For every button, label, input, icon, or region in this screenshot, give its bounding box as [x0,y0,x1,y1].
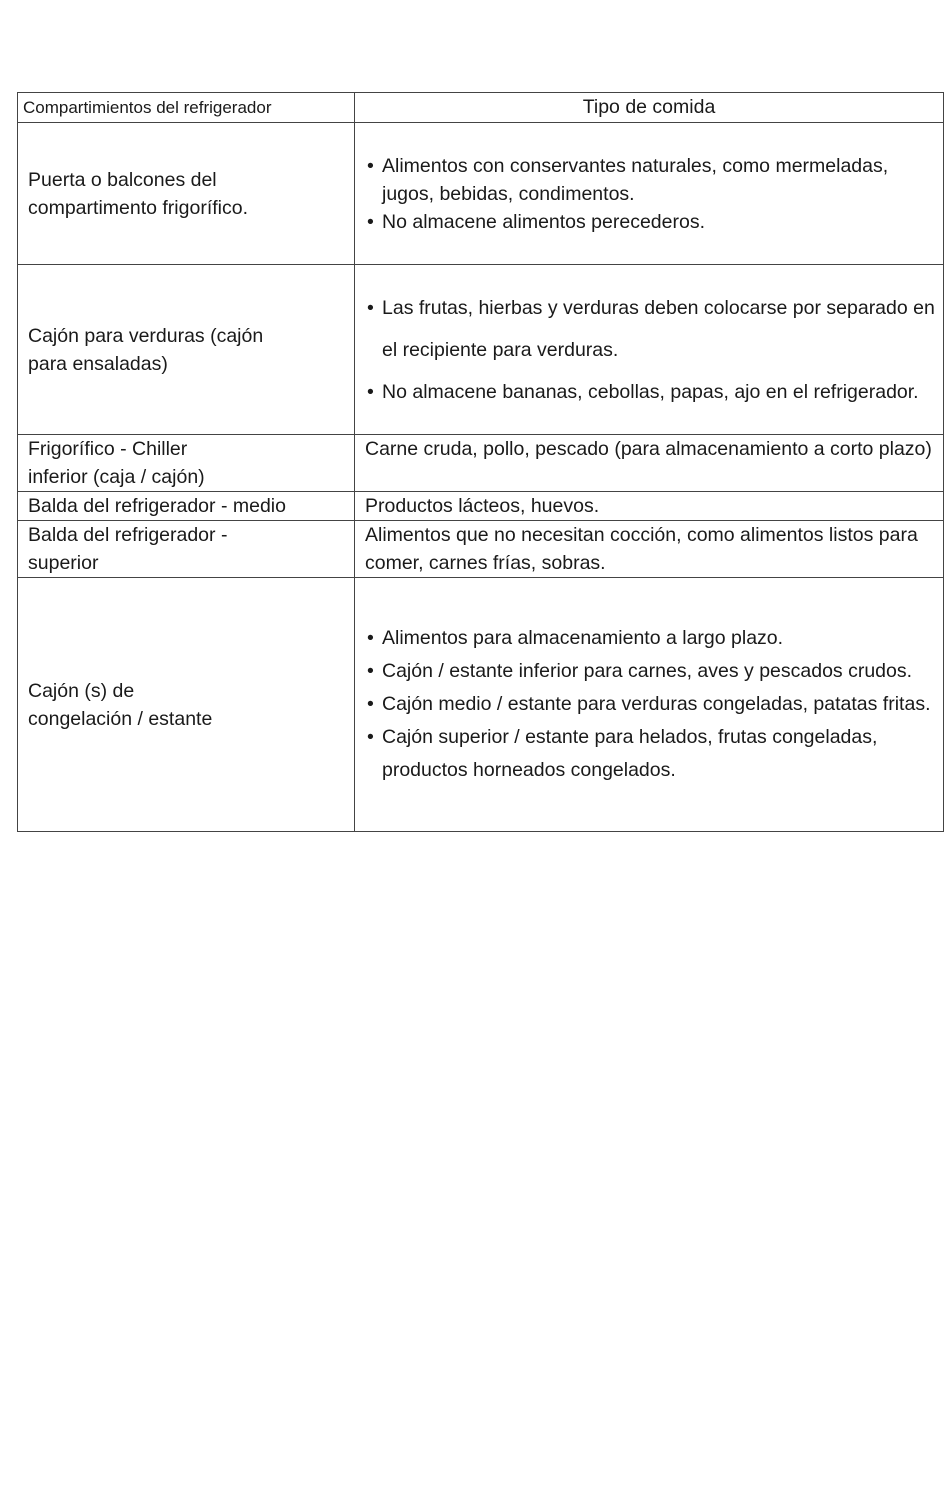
compartment-cell: Frigorífico - Chiller inferior (caja / cajón) [18,435,355,492]
table-row [18,265,944,435]
food-list-item: • No almacene alimentos perecederos. [365,208,939,236]
food-list-item: • Cajón / estante inferior para carnes, aves y pescados crudos. [365,655,939,688]
compartment-cell: Cajón para verduras (cajón para ensaladas) [18,265,355,435]
table-row [18,435,944,492]
table-header-row [18,93,944,123]
food-cell: Carne cruda, pollo, pescado (para almacenamiento a corto plazo) [355,435,944,492]
food-list-item: • Alimentos para almacenamiento a largo plazo. [365,622,939,655]
compartment-cell: Balda del refrigerador - superior [18,521,355,578]
food-list-item: • Cajón superior / estante para helados, frutas congeladas, productos horneados congelados. [365,721,939,787]
food-list-item: • Cajón medio / estante para verduras congeladas, patatas fritas. [365,688,939,721]
table-row [18,521,944,578]
food-list [365,287,939,413]
food-list-item: • No almacene bananas, cebollas, papas, ajo en el refrigerador. [365,371,939,413]
compartment-cell: Balda del refrigerador - medio [18,492,355,521]
food-cell [355,578,944,832]
food-cell [355,265,944,435]
food-list-item: • Alimentos con conservantes naturales, como mermeladas, jugos, bebidas, condimentos. [365,152,939,208]
table-row [18,578,944,832]
compartment-cell: Puerta o balcones del compartimento frigorífico. [18,123,355,265]
food-list [365,152,939,236]
table-row [18,123,944,265]
storage-table [17,92,944,832]
table-row [18,492,944,521]
food-cell: Alimentos que no necesitan cocción, como alimentos listos para comer, carnes frías, sobras. [355,521,944,578]
food-cell: Productos lácteos, huevos. [355,492,944,521]
header-compartment: Compartimientos del refrigerador [18,93,355,123]
food-cell [355,123,944,265]
food-list-item: • Las frutas, hierbas y verduras deben colocarse por separado en el recipiente para verduras. [365,287,939,371]
header-food-type: Tipo de comida [355,93,944,123]
food-list [365,622,939,787]
compartment-cell: Cajón (s) de congelación / estante [18,578,355,832]
